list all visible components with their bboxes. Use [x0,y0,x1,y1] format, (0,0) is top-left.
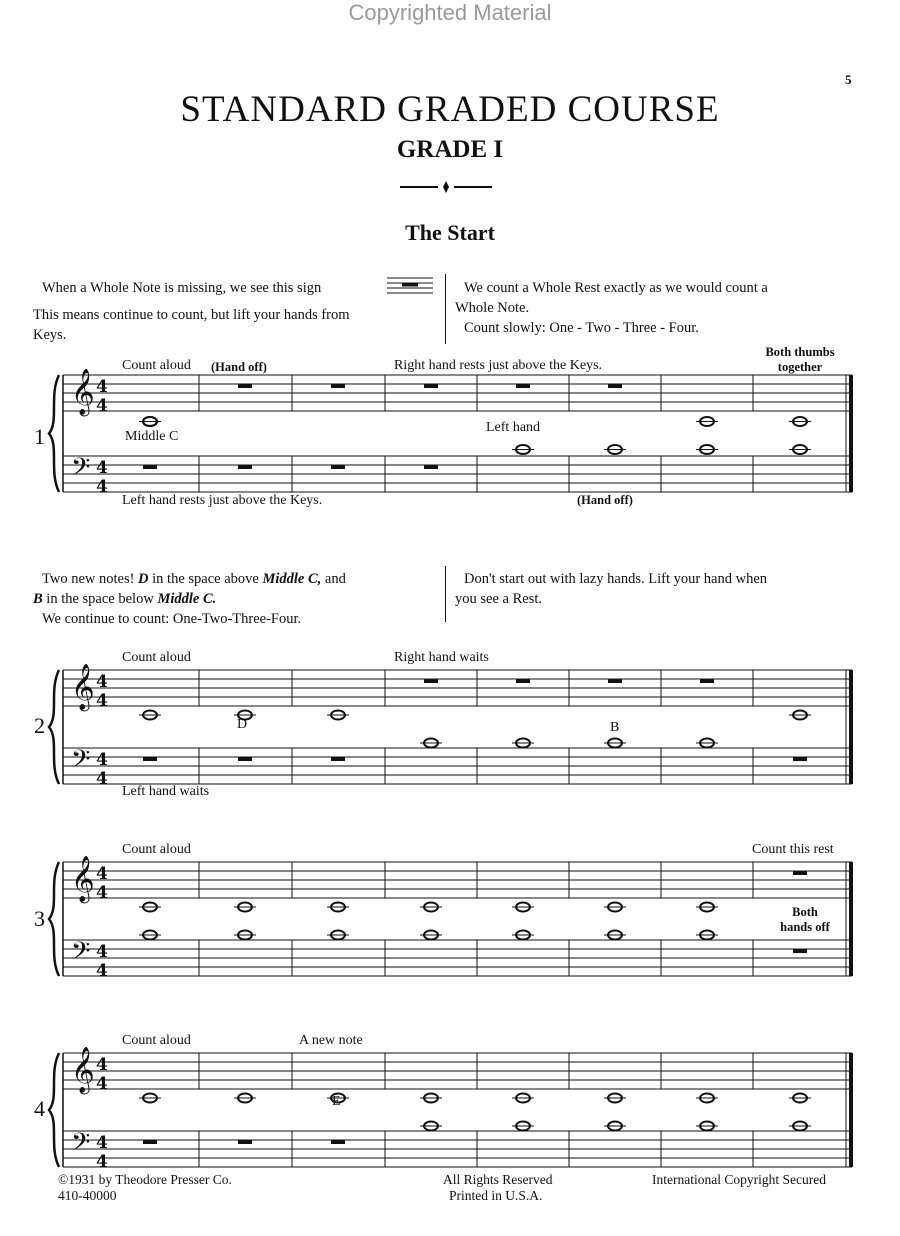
intro2-left-line3: We continue to count: One-Two-Three-Four. [42,611,302,627]
treble-clef-icon: 𝄞 [71,1047,95,1093]
bass-clef-icon: 𝄢 [71,745,91,780]
whole-rest-icon [793,949,807,953]
brace-icon [49,862,59,976]
footer-printed: Printed in U.S.A. [449,1188,543,1203]
intro2-left-line1: Two new notes! D in the space above Middle C, and [42,571,346,587]
final-barline [849,1053,853,1167]
treble-clef-icon: 𝄞 [71,369,95,415]
sys1-middle-c-label: Middle C [125,429,179,444]
time-signature: 4 [96,1133,108,1153]
footer-catalog: 410-40000 [58,1188,117,1203]
whole-rest-icon [238,757,252,761]
sys1-number: 1 [34,424,45,449]
page-number: 5 [845,72,852,87]
footer-copyright: ©1931 by Theodore Presser Co. [58,1172,232,1187]
whole-rest-icon [608,679,622,683]
sys1-hand-off-bottom: (Hand off) [577,493,633,507]
time-signature: 4 [96,691,108,711]
final-barline [849,375,853,492]
whole-rest-icon [238,465,252,469]
time-signature: 4 [96,750,108,770]
sys2-note-d-label: D [237,717,248,732]
sys4-count-aloud: Count aloud [122,1033,191,1048]
intro2-right-line1: Don't start out with lazy hands. Lift your hand when [464,571,768,587]
whole-rest-icon [608,384,622,388]
watermark: Copyrighted Material [348,0,552,25]
time-signature: 4 [96,769,108,789]
sys2-count-aloud: Count aloud [122,650,191,665]
sys2-note-b-label: B [610,720,620,735]
whole-rest-icon [331,1140,345,1144]
whole-rest-icon [331,757,345,761]
whole-rest-icon [793,871,807,875]
intro-right-line1: We count a Whole Rest exactly as we would count a [464,280,768,296]
sys3-both-hands-off: Both hands off [780,905,830,934]
sys3-number: 3 [34,906,45,931]
treble-clef-icon: 𝄞 [71,664,95,710]
sys1-right-hand-rests: Right hand rests just above the Keys. [394,358,603,373]
time-signature: 4 [96,377,108,397]
treble-clef-icon: 𝄞 [71,856,95,902]
time-signature: 4 [96,396,108,416]
page-subtitle: GRADE I [396,136,504,163]
whole-rest-icon [424,384,438,388]
time-signature: 4 [96,942,108,962]
time-signature: 4 [96,1055,108,1075]
sys4-note-e-label: E [332,1094,341,1109]
bass-clef-icon: 𝄢 [71,453,91,488]
sys1-count-aloud: Count aloud [122,358,191,373]
whole-rest-icon [700,679,714,683]
intro-right-line2: Whole Note. [455,300,530,316]
whole-rest-icon [424,679,438,683]
brace-icon [49,670,59,784]
intro2-left-line2: B in the space below Middle C. [33,591,217,607]
final-barline [849,670,853,784]
whole-rest-icon [331,465,345,469]
whole-rest-icon [143,757,157,761]
whole-rest-icon [424,465,438,469]
sys1-left-hand-label: Left hand [486,420,541,435]
whole-rest-icon [516,679,530,683]
brace-icon [49,1053,59,1167]
whole-rest-icon [143,465,157,469]
sys2-right-hand-waits: Right hand waits [394,650,489,665]
whole-rest-icon [238,1140,252,1144]
whole-rest-icon [238,384,252,388]
intro-left-line3: Keys. [33,327,67,343]
sys3-count-this-rest: Count this rest [752,842,834,857]
time-signature: 4 [96,458,108,478]
whole-rest-icon [143,1140,157,1144]
footer-intl: International Copyright Secured [652,1172,826,1187]
sys2-number: 2 [34,713,45,738]
intro-left-line1: When a Whole Note is missing, we see this sign [42,280,322,296]
time-signature: 4 [96,672,108,692]
bass-clef-icon: 𝄢 [71,937,91,972]
sys3-count-aloud: Count aloud [122,842,191,857]
final-barline [849,862,853,976]
footer-rights: All Rights Reserved [443,1172,553,1187]
whole-rest-icon [331,384,345,388]
sys1-left-hand-rests: Left hand rests just above the Keys. [122,493,323,508]
time-signature: 4 [96,1152,108,1172]
time-signature: 4 [96,864,108,884]
time-signature: 4 [96,961,108,981]
sys2-left-hand-waits: Left hand waits [122,784,210,799]
intro-right-line3: Count slowly: One - Two - Three - Four. [464,320,699,336]
brace-icon [49,375,59,492]
sys1-hand-off-top: (Hand off) [211,360,267,374]
time-signature: 4 [96,1074,108,1094]
sys4-a-new-note: A new note [299,1033,363,1048]
intro-left-line2: This means continue to count, but lift your hands from [33,307,350,323]
time-signature: 4 [96,883,108,903]
whole-rest-icon [793,757,807,761]
sys4-number: 4 [34,1096,45,1121]
whole-rest-icon [516,384,530,388]
bass-clef-icon: 𝄢 [71,1128,91,1163]
sys1-both-thumbs: Both thumbs together [765,345,835,374]
time-signature: 4 [96,477,108,497]
intro2-right-line2: you see a Rest. [455,591,542,607]
section-title: The Start [405,220,495,245]
page-title: STANDARD GRADED COURSE [180,89,720,130]
